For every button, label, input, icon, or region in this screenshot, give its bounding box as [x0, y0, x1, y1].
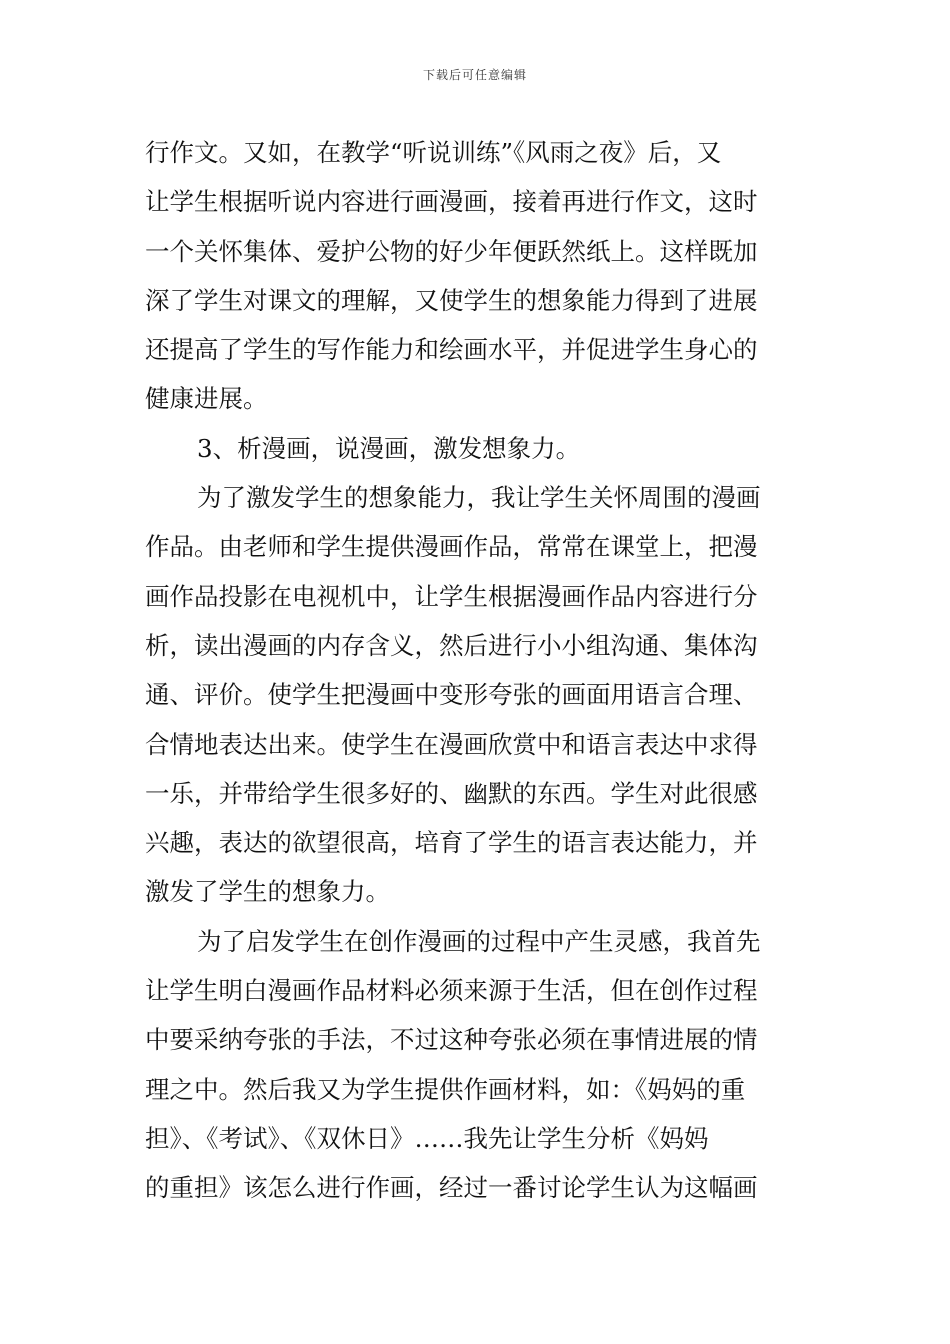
text-line: 合情地表达出来。使学生在漫画欣赏中和语言表达中求得	[145, 729, 758, 759]
page-header: 下载后可任意编辑	[422, 68, 527, 82]
text-line: 让学生明白漫画作品材料必须来源于生活，但在创作过程	[145, 976, 758, 1006]
text-line: 还提高了学生的写作能力和绘画水平，并促进学生身心的	[145, 335, 758, 365]
paragraph-start: 为了启发学生在创作漫画的过程中产生灵感，我首先	[197, 926, 761, 956]
text-line: 析，读出漫画的内存含义，然后进行小小组沟通、集体沟	[145, 630, 758, 660]
text-line: 理之中。然后我又为学生提供作画材料，如：《妈妈的重	[145, 1074, 746, 1104]
section-heading: 3、析漫画，说漫画，激发想象力。	[197, 433, 581, 463]
text-line: 深了学生对课文的理解，又使学生的想象能力得到了进展	[145, 285, 758, 315]
text-line: 激发了学生的想象力。	[145, 877, 390, 907]
text-line: 中要采纳夸张的手法，不过这种夸张必须在事情进展的情	[145, 1025, 758, 1055]
text-line: 让学生根据听说内容进行画漫画，接着再进行作文，这时	[145, 187, 758, 217]
body-text	[145, 128, 810, 1213]
text-line: 兴趣，表达的欲望很高，培育了学生的语言表达能力，并	[145, 828, 758, 858]
text-line: 一乐，并带给学生很多好的、幽默的东西。学生对此很感	[145, 778, 758, 808]
text-line: 画作品投影在电视机中，让学生根据漫画作品内容进行分	[145, 581, 758, 611]
text-line: 作品。由老师和学生提供漫画作品，常常在课堂上，把漫	[145, 532, 758, 562]
paragraph-start: 为了激发学生的想象能力，我让学生关怀周围的漫画	[197, 483, 761, 513]
text-line: 行作文。又如，在教学“听说训练”《风雨之夜》后，又	[145, 138, 722, 167]
text-line: 通、评价。使学生把漫画中变形夸张的画面用语言合理、	[145, 680, 758, 710]
text-line: 健康进展。	[145, 384, 268, 414]
text-line: 的重担》该怎么进行作画，经过一番讨论学生认为这幅画	[145, 1173, 758, 1203]
text-line: 担》、《考试》、《双休日》……我先让学生分析《妈妈	[145, 1123, 709, 1153]
text-line: 一个关怀集体、爱护公物的好少年便跃然纸上。这样既加	[145, 236, 758, 266]
